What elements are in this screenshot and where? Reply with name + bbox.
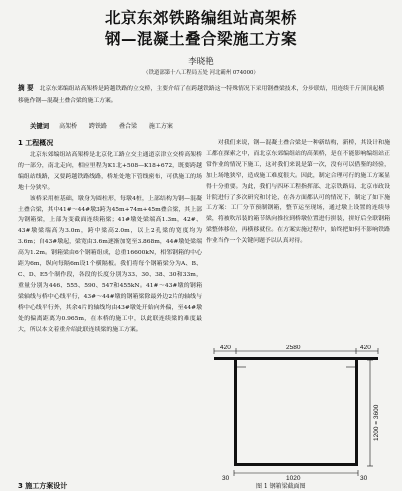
dim-label: 2580 — [286, 345, 301, 351]
keyword-item: 叠合梁 — [118, 123, 137, 130]
abstract-label: 摘 要 — [18, 84, 34, 92]
keywords-label: 关键词 — [30, 122, 50, 130]
author-affiliation: （铁道部第十八工程局五处 河北霸州 074000） — [143, 70, 259, 76]
dim-label: 30 — [360, 475, 368, 481]
dim-label: 30 — [222, 475, 230, 481]
abstract — [18, 82, 384, 107]
abstract-text: 北京东郊编组站高架桥是跨越铁路的立交桥，主要介绍了在跨越铁路这一特殊情况下采用钢叠梁技术，分步联结，用连续千斤顶顶起横移施作钢—混凝土叠合梁的施工方案。 — [18, 86, 384, 104]
keyword-item: 高架桥 — [59, 123, 78, 130]
author-name: 李晓艳 — [188, 57, 214, 67]
section-heading-1: 1 工程概况 — [18, 139, 54, 147]
keyword-item: 施工方案 — [148, 123, 173, 130]
body-paragraph: 该桥采用桩基础，墩身为圆柱形，每墩4桩，上部结构为钢—混凝土叠合梁，其中41#～44#墩3跨为45m+74m+45m叠合梁，其上部为钢箱梁，上部为变截面连续箱梁；41#墩处梁端高1.3m，42#、43#墩梁端高为3.0m，跨中梁高2.0m，以上2孔梁的宽度均为3.6m；自43#墩起，梁宽由3.6m逐渐加宽至3.868m，44#墩处梁端高为1.2m。钢箱梁由6个钢箱组成，总重16600kN，相邻钢箱的中心距为6m，纵向每隔6m设1个横隔板。我们将每个钢箱梁分为A、B、C、D、E5个制作段，各段的长度分别为33、30、38、30和33m，重量分别为446、555、590、547和455kN。41#～43#墩的钢箱梁轴线与桥中心线平行，43#～44#墩的钢箱梁除最外边2片的轴线与桥中心线平行外，其余4片的轴线均由43#墩处开始向外偏，至44#墩处的偏离距离为0.965m，在本桥的施工中，以此联连续梁的难度最大，所以本文着重介绍此联连续梁的施工方案。 — [18, 195, 202, 333]
dim-label: 420 — [360, 345, 371, 351]
body-paragraph: 北京东郊编组站高架桥是北京化工路立交主通道京津立交桥高架桥的一部分，南北走向，相应里程为K1北+508—K18+672，既要跨越编组站线路，又要跨越铁路线路，桥址处地下管线密布，可供施工的场地十分狭窄。 — [18, 152, 202, 191]
keyword-item: 跨铁路 — [89, 123, 108, 130]
keywords — [30, 120, 390, 133]
dim-label: 420 — [220, 345, 231, 351]
left-column — [18, 138, 202, 335]
paper-title-line2: 钢—混凝土叠合梁施工方案 — [104, 30, 297, 48]
box-girder-diagram — [206, 345, 386, 481]
section-heading-3: 3 施工方案设计 — [18, 482, 68, 490]
body-paragraph: 对我们来说，钢—混凝土叠合梁是一种新结构，新桥，其设计和施工都在探索之中，而北京东郊编组站的高架桥，是在不能影响编组站正常作业的情况下施工，这对我们来说是第一次，没有可以借鉴的经验，加上场地狭窄，造成施工难度很大。因此，制定合理可行的施工方案显得十分重要。为此，我们与四环工程指挥部、北京铁路局、北京市政设计院进行了多次研究和讨论，在各方面都认可的情况下，制定了如下施工方案：工厂分节预制钢箱，整节运至现场，通过墩上设置的连续导梁，将被吹吊装的箱节纵向推拉到桥墩位置进行拼装，拼好后全联钢箱梁整体移位，再横移就位。在方案实施过程中，始终把如何不影响铁路作业当作一个关键问题予以认真对待。 — [206, 140, 390, 245]
dim-label: 1020 — [286, 475, 301, 481]
dim-label: 1200 = 3600 — [373, 404, 380, 441]
right-column — [206, 138, 390, 247]
paper-title-line1: 北京东郊铁路编组站高架桥 — [104, 9, 297, 27]
figure-caption: 图 1 钢箱梁截面图 — [256, 483, 306, 490]
